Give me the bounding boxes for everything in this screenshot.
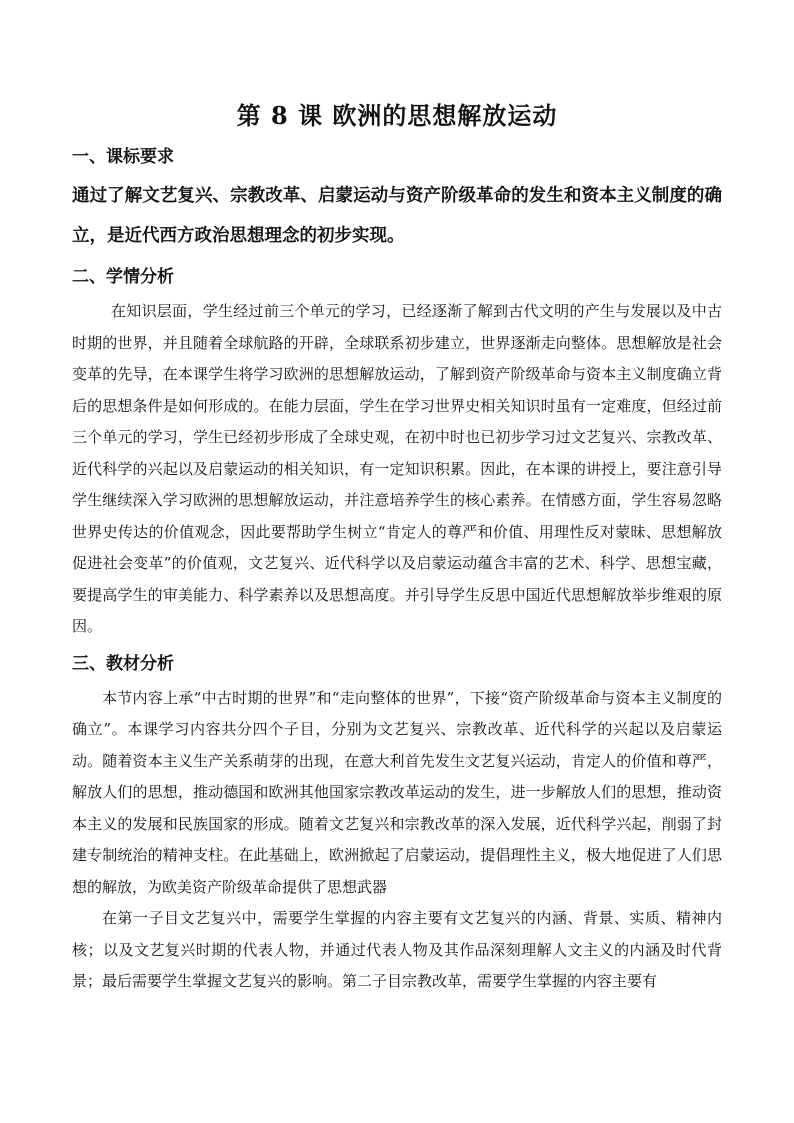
section-heading: 三、教材分析 [72, 653, 174, 674]
section-heading: 一、课标要求 [72, 147, 174, 167]
document-title: 第 8 课 欧洲的思想解放运动 [236, 101, 558, 130]
section-heading: 二、学情分析 [72, 267, 174, 287]
curriculum-requirement-text: 通过了解文艺复兴、宗教改革、启蒙运动与资产阶级革命的发生和资本主义制度的确立，是近代西方政治思想理念的初步实现。 [72, 186, 722, 246]
section-student-analysis [72, 264, 722, 643]
paragraph: 在知识层面，学生经过前三个单元的学习，已经逐渐了解到古代文明的产生与发展以及中古时期的世界，并且随着全球航路的开辟，全球联系初步建立，世界逐渐走向整体。思想解放是社会变革的先导，在本课学生将学习欧洲的思想解放运动，了解到资产阶级革命与资本主义制度确立背后的思想条件是如何形成的。在能力层面，学生在学习世界史相关知识时虽有一定难度，但经过前三个单元的学习，学生已经初步形成了全球史观，在初中时也已初步学习过文艺复兴、宗教改革、近代科学的兴起以及启蒙运动的相关知识，有一定知识积累。因此，在本课的讲授上，要注意引导学生继续深入学习欧洲的思想解放运动，并注意培养学生的核心素养。在情感方面，学生容易忽略世界史传达的价值观念，因此要帮助学生树立“肯定人的尊严和价值、用理性反对蒙昧、思想解放促进社会变革”的价值观，文艺复兴、近代科学以及启蒙运动蕴含丰富的艺术、科学、思想宝藏，要提高学生的审美能力、科学素养以及思想高度。并引导学生反思中国近代思想解放举步维艰的原因。 [72, 302, 722, 635]
section-textbook-analysis [72, 651, 722, 998]
section-curriculum-standard [72, 144, 722, 256]
paragraph: 本节内容上承“中古时期的世界”和“走向整体的世界”，下接“资产阶级革命与资本主义制度的确立”。本课学习内容共分四个子目，分别为文艺复兴、宗教改革、近代科学的兴起以及启蒙运动。随着资本主义生产关系萌芽的出现，在意大利首先发生文艺复兴运动，肯定人的价值和尊严，解放人们的思想，推动德国和欧洲其他国家宗教改革运动的发生，进一步解放人们的思想，推动资本主义的发展和民族国家的形成。随着文艺复兴和宗教改革的深入发展，近代科学兴起，削弱了封建专制统治的精神支柱。在此基础上，欧洲掀起了启蒙运动，提倡理性主义，极大地促进了人们思想的解放，为欧美资产阶级革命提供了思想武器 [72, 688, 722, 896]
paragraph: 在第一子目文艺复兴中，需要学生掌握的内容主要有文艺复兴的内涵、背景、实质、精神内核；以及文艺复兴时期的代表人物，并通过代表人物及其作品深刻理解人文主义的内涵及时代背景；最后需要学生掌握文艺复兴的影响。第二子目宗教改革，需要学生掌握的内容主要有 [72, 909, 722, 990]
